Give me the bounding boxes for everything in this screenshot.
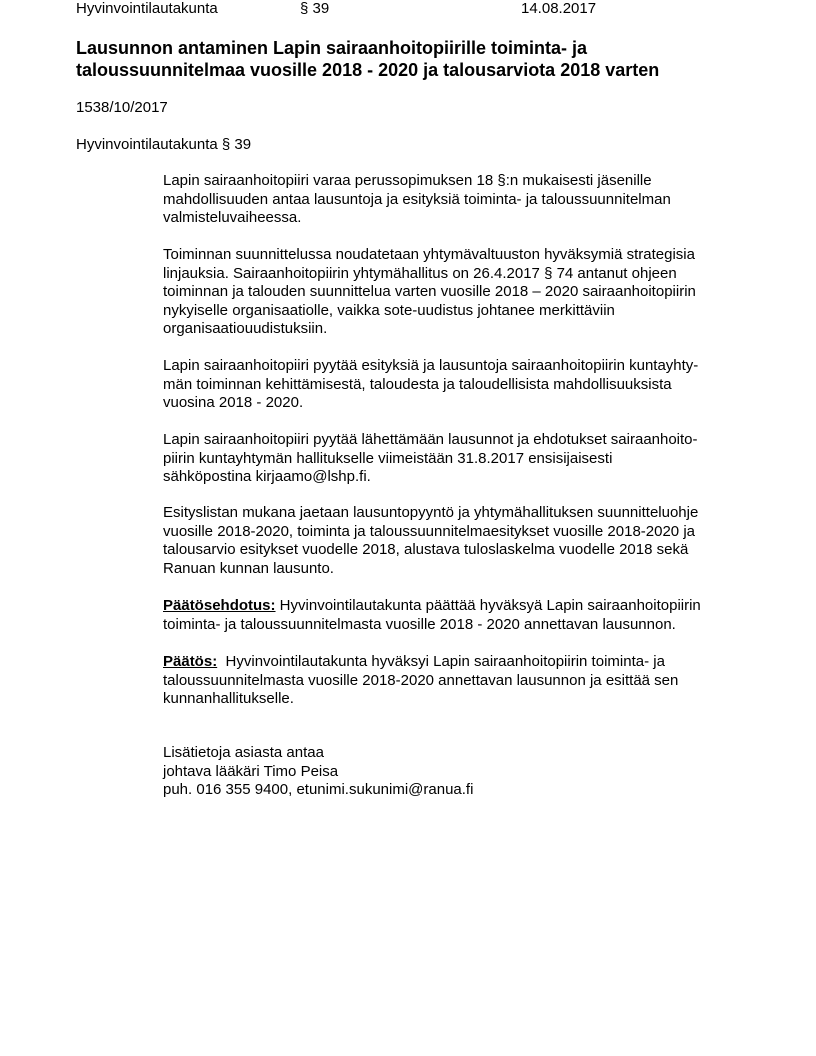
- text-line: puh. 016 355 9400, etunimi.sukunimi@ranua.fi: [163, 781, 474, 798]
- text-line: talousarvio esitykset vuodelle 2018, alustava tuloslaskelma vuodelle 2018 sekä: [163, 541, 689, 558]
- text-line: vuosina 2018 - 2020.: [163, 394, 304, 411]
- title-line: Lausunnon antaminen Lapin sairaanhoitopiirille toiminta- ja: [76, 38, 588, 58]
- text-line: Ranuan kunnan lausunto.: [163, 559, 334, 577]
- text-line: valmisteluvaiheessa.: [163, 209, 302, 226]
- text-line: linjauksia. Sairaanhoitopiirin yhtymähallitus on 26.4.2017 § 74 antanut ohjeen: [163, 264, 677, 282]
- text-line: mahdollisuuden antaa lausuntoja ja esityksiä toiminta- ja taloussuunnitelman: [163, 190, 671, 208]
- text-line: Lisätietoja asiasta antaa: [163, 744, 324, 761]
- text-line: Toiminnan suunnittelussa noudatetaan yhtymävaltuuston hyväksymiä strategisia: [163, 246, 695, 263]
- text-line: vuosille 2018-2020, toiminta ja taloussuunnitelmaesitykset vuosille 2018-2020 ja: [163, 522, 695, 540]
- paragraph: [163, 357, 698, 413]
- text-line: [163, 653, 678, 672]
- text-line: kunnanhallitukselle.: [163, 690, 294, 707]
- title-line: taloussuunnitelmaa vuosille 2018 - 2020 ja talousarviota 2018 varten: [76, 60, 660, 80]
- decision: [163, 653, 678, 709]
- text-line: Lapin sairaanhoitopiiri pyytää lähettämään lausunnot ja ehdotukset sairaanhoito-: [163, 431, 698, 448]
- text-line: piirin kuntayhtymän hallitukselle viimeistään 31.8.2017 ensisijaisesti: [163, 449, 613, 467]
- paragraph: [163, 504, 698, 578]
- proposal-label: Päätösehdotus:: [163, 597, 276, 614]
- paragraph: [163, 246, 696, 339]
- text-line: [163, 597, 701, 616]
- header-date: 14.08.2017: [521, 0, 597, 17]
- text-line: johtava lääkäri Timo Peisa: [163, 762, 339, 780]
- text-line: sähköpostina kirjaamo@lshp.fi.: [163, 468, 371, 485]
- text-line: män toiminnan kehittämisestä, taloudesta ja taloudellisista mahdollisuuksista: [163, 375, 672, 393]
- text-line: organisaatiouudistuksiin.: [163, 320, 328, 337]
- header-committee: Hyvinvointilautakunta: [76, 0, 218, 17]
- contact-info: [163, 744, 473, 800]
- text-line: nykyiselle organisaatiolle, vaikka sote-uudistus johtanee merkittäviin: [163, 301, 615, 319]
- text-line: toiminta- ja taloussuunnitelmasta vuosille 2018 - 2020 annettavan lausunnon.: [163, 615, 676, 633]
- text-line: Lapin sairaanhoitopiiri varaa perussopimuksen 18 §:n mukaisesti jäsenille: [163, 172, 652, 189]
- text-line: Lapin sairaanhoitopiiri pyytää esityksiä ja lausuntoja sairaanhoitopiirin kuntayhty-: [163, 357, 699, 374]
- text-line: toiminnan ja talouden suunnittelua varten vuosille 2018 – 2020 sairaanhoitopiirin: [163, 283, 696, 300]
- header-section: § 39: [300, 0, 330, 17]
- committee-reference: Hyvinvointilautakunta § 39: [76, 136, 252, 153]
- paragraph: [163, 431, 698, 487]
- record-number: 1538/10/2017: [76, 99, 168, 116]
- paragraph: [163, 172, 671, 228]
- proposal-text: Hyvinvointilautakunta päättää hyväksyä Lapin sairaanhoitopiirin: [275, 597, 701, 614]
- document-title: [76, 37, 659, 81]
- decision-proposal: [163, 597, 701, 634]
- decision-label: Päätös:: [163, 653, 218, 670]
- text-line: taloussuunnitelmasta vuosille 2018-2020 annettavan lausunnon ja esittää sen: [163, 671, 679, 689]
- decision-text: Hyvinvointilautakunta hyväksyi Lapin sairaanhoitopiirin toiminta- ja: [217, 653, 665, 670]
- text-line: Esityslistan mukana jaetaan lausuntopyyntö ja yhtymähallituksen suunnitteluohje: [163, 504, 699, 521]
